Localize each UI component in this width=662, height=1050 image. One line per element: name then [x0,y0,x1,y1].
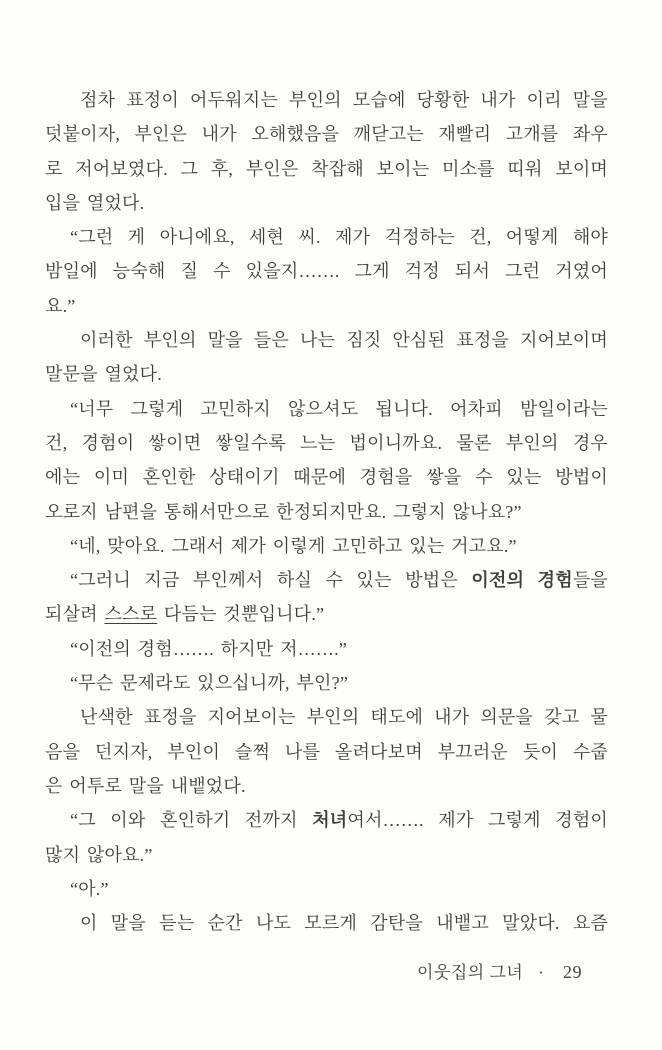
text-line [45,666,608,700]
text-segment: 많지 않아요.” [45,844,153,865]
text-line [45,735,608,769]
footer-separator: · [538,963,545,982]
text-line [45,357,608,391]
text-line [45,152,608,186]
text-line [45,872,608,906]
text-segment: 로 저어보였다. 그 후, 부인은 착잡해 보이는 미소를 띠워 보이며 [45,158,608,179]
text-line [45,254,608,288]
text-segment: 난색한 표정을 지어보이는 부인의 태도에 내가 의문을 갖고 물 [80,707,608,728]
text-line [45,597,608,631]
text-segment: 이러한 부인의 말을 들은 나는 짐짓 안심된 표정을 지어보이며 [80,330,608,351]
text-segment: 요.” [45,295,76,316]
text-segment: 이 말을 듣는 순간 나도 모르게 감탄을 내뱉고 말았다. 요즘 [80,913,608,934]
footer-book-title: 이웃집의 그녀 [417,963,524,982]
text-line [45,392,608,426]
text-segment: 다듬는 것뿐입니다.” [157,604,325,625]
text-segment: 음을 던지자, 부인이 슬쩍 나를 올려다보며 부끄러운 듯이 수줍 [45,741,608,762]
text-segment: 밤일에 능숙해 질 수 있을지……. 그게 걱정 되서 그런 거였어 [45,261,608,282]
text-segment-bold: 이전의 경험 [471,570,573,591]
text-line [45,460,608,494]
text-segment: 오로지 남편을 통해서만으로 한정되지만요. 그렇지 않나요?” [45,501,522,522]
text-segment: 들을 [572,570,608,591]
text-line [45,186,608,220]
footer-page-number: 29 [563,962,582,982]
text-line [45,220,608,254]
text-segment: 입을 열었다. [45,192,145,213]
text-line [45,289,608,323]
text-segment: “이전의 경험……. 하지만 저…….” [70,638,347,659]
text-line [45,529,608,563]
text-segment: 에는 이미 혼인한 상태이기 때문에 경험을 쌓을 수 있는 방법이 [45,467,608,488]
text-segment-underline: 스스로 [104,604,158,625]
text-line [45,700,608,734]
text-segment-bold: 처녀 [312,810,348,831]
page-footer [417,960,582,985]
text-segment: “그 이와 혼인하기 전까지 [70,810,313,831]
text-line [45,426,608,460]
text-segment: “그런 게 아니에요, 세현 씨. 제가 걱정하는 건, 어떻게 해야 [70,227,608,248]
text-segment: “그러니 지금 부인께서 하실 수 있는 방법은 [70,570,472,591]
text-line [45,117,608,151]
text-line [45,83,608,117]
text-segment: “너무 그렇게 고민하지 않으셔도 됩니다. 어차피 밤일이라는 [70,398,608,419]
text-line [45,803,608,837]
text-segment: “네, 맞아요. 그래서 제가 이렇게 고민하고 있는 거고요.” [70,535,517,556]
text-segment: “무슨 문제라도 있으십니까, 부인?” [70,673,349,694]
text-line [45,838,608,872]
text-line [45,632,608,666]
text-line [45,563,608,597]
page-text [45,83,608,940]
text-segment: 되살려 [45,604,105,625]
text-segment: 점차 표정이 어두워지는 부인의 모습에 당황한 내가 이리 말을 [80,90,608,110]
text-segment: 말문을 열었다. [45,364,162,385]
text-line [45,323,608,357]
text-line [45,906,608,940]
text-segment: 은 어투로 말을 내뱉었다. [45,775,246,796]
text-segment: “아.” [70,878,109,899]
text-segment: 덧붙이자, 부인은 내가 오해했음을 깨닫고는 재빨리 고개를 좌우 [45,124,608,145]
text-segment: 여서……. 제가 그렇게 경험이 [347,810,608,831]
text-line [45,495,608,529]
text-segment: 건, 경험이 쌓이면 쌓일수록 느는 법이니까요. 물론 부인의 경우 [45,432,608,453]
text-line [45,769,608,803]
